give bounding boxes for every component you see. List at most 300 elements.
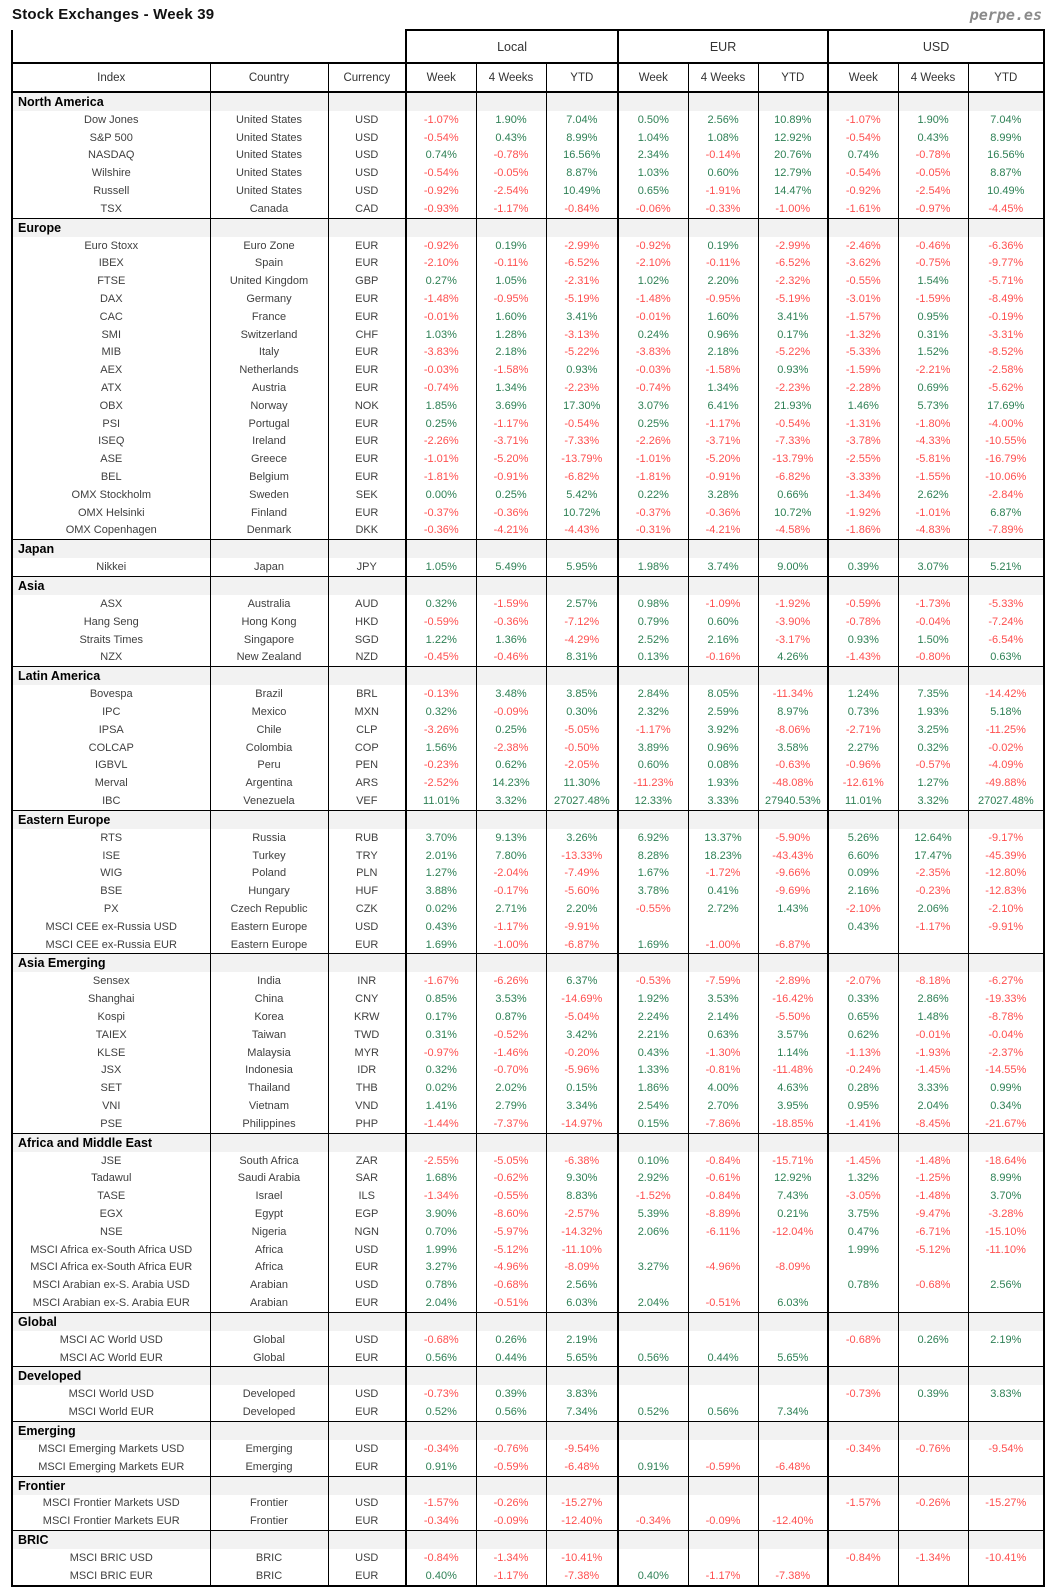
section-filler (758, 1531, 828, 1550)
cell-currency: USD (328, 129, 406, 147)
table-row (12, 1079, 1044, 1097)
cell-value: 2.19% (546, 1331, 618, 1349)
cell-value: -1.01% (618, 450, 688, 468)
cell-value (618, 1440, 688, 1458)
cell-index: IPC (12, 703, 210, 721)
cell-value: 0.43% (828, 918, 898, 936)
section-filler (210, 577, 328, 596)
cell-value: 1.85% (406, 397, 476, 415)
cell-value (968, 936, 1044, 954)
cell-value: -4.45% (968, 200, 1044, 218)
cell-value (758, 1276, 828, 1294)
section-row (12, 954, 1044, 973)
cell-index: OMX Copenhagen (12, 522, 210, 540)
section-filler (210, 1367, 328, 1386)
table-row (12, 326, 1044, 344)
cell-value: 10.89% (758, 111, 828, 129)
section-filler (898, 540, 968, 559)
table-row (12, 1026, 1044, 1044)
table-row (12, 1567, 1044, 1586)
cell-currency: NZD (328, 649, 406, 667)
cell-value: 1.93% (688, 774, 758, 792)
cell-value: 0.27% (406, 272, 476, 290)
cell-value: -5.97% (476, 1223, 546, 1241)
cell-value: 9.30% (546, 1169, 618, 1187)
section-filler (688, 1367, 758, 1386)
section-filler (210, 667, 328, 686)
cell-value: 3.53% (688, 990, 758, 1008)
cell-value: 4.63% (758, 1079, 828, 1097)
section-filler (406, 1476, 476, 1495)
cell-country: Peru (210, 757, 328, 775)
cell-value: -3.31% (968, 326, 1044, 344)
cell-value: -2.28% (828, 379, 898, 397)
cell-value: -6.36% (968, 237, 1044, 255)
cell-index: Tadawul (12, 1169, 210, 1187)
table-row (12, 1241, 1044, 1259)
cell-index: OBX (12, 397, 210, 415)
section-filler (688, 1476, 758, 1495)
cell-value: -1.57% (828, 1495, 898, 1513)
section-row (12, 577, 1044, 596)
cell-country: Emerging (210, 1440, 328, 1458)
cell-value: -1.86% (828, 522, 898, 540)
cell-value: -0.54% (758, 415, 828, 433)
cell-value: -2.04% (476, 864, 546, 882)
cell-value: 7.43% (758, 1187, 828, 1205)
header-spacer (12, 30, 406, 63)
cell-value: 7.34% (758, 1403, 828, 1421)
section-row (12, 1531, 1044, 1550)
cell-value: -2.10% (618, 255, 688, 273)
cell-value: 1.48% (898, 1008, 968, 1026)
cell-index: COLCAP (12, 739, 210, 757)
cell-value: -9.66% (758, 864, 828, 882)
section-filler (758, 954, 828, 973)
cell-country: United States (210, 182, 328, 200)
cell-value: -1.59% (476, 595, 546, 613)
cell-value: -11.48% (758, 1061, 828, 1079)
cell-value: -15.27% (968, 1495, 1044, 1513)
cell-currency: EUR (328, 504, 406, 522)
cell-value: 1.99% (406, 1241, 476, 1259)
cell-value: -0.26% (476, 1495, 546, 1513)
cell-currency: AUD (328, 595, 406, 613)
cell-value: -0.61% (688, 1169, 758, 1187)
cell-currency: EUR (328, 1567, 406, 1586)
section-filler (476, 1312, 546, 1331)
table-row (12, 1385, 1044, 1403)
cell-value: 1.99% (828, 1241, 898, 1259)
section-filler (328, 1531, 406, 1550)
cell-value (618, 1331, 688, 1349)
cell-country: Colombia (210, 739, 328, 757)
cell-currency: EUR (328, 1294, 406, 1312)
cell-value: 0.65% (828, 1008, 898, 1026)
cell-value (828, 1258, 898, 1276)
cell-value: -4.29% (546, 631, 618, 649)
cell-currency: EUR (328, 1258, 406, 1276)
cell-value: -11.34% (758, 685, 828, 703)
cell-value: -0.02% (968, 739, 1044, 757)
table-row (12, 255, 1044, 273)
table-row (12, 1061, 1044, 1079)
cell-value: 3.28% (688, 486, 758, 504)
cell-value: 2.24% (618, 1008, 688, 1026)
section-label: Asia Emerging (12, 954, 210, 973)
cell-value: -0.96% (828, 757, 898, 775)
cell-index: Dow Jones (12, 111, 210, 129)
cell-value: 0.60% (688, 164, 758, 182)
cell-currency: USD (328, 1331, 406, 1349)
cell-currency: EUR (328, 290, 406, 308)
cell-value (758, 1331, 828, 1349)
section-filler (898, 1312, 968, 1331)
section-filler (618, 667, 688, 686)
cell-value: 12.79% (758, 164, 828, 182)
cell-value: -9.47% (898, 1205, 968, 1223)
cell-value: 2.16% (688, 631, 758, 649)
cell-value: -9.91% (546, 918, 618, 936)
table-row (12, 397, 1044, 415)
section-filler (828, 810, 898, 829)
cell-value: -4.00% (968, 415, 1044, 433)
cell-value: -0.45% (406, 649, 476, 667)
table-row (12, 1331, 1044, 1349)
table-row (12, 1495, 1044, 1513)
cell-currency: PEN (328, 757, 406, 775)
cell-value: 0.62% (828, 1026, 898, 1044)
table-row (12, 721, 1044, 739)
cell-currency: EUR (328, 1403, 406, 1421)
cell-value: -10.06% (968, 468, 1044, 486)
cell-value: -12.40% (546, 1512, 618, 1530)
cell-country: Belgium (210, 468, 328, 486)
cell-index: MSCI Africa ex-South Africa USD (12, 1241, 210, 1259)
cell-value: -9.17% (968, 829, 1044, 847)
cell-country: Germany (210, 290, 328, 308)
section-filler (476, 810, 546, 829)
cell-value: 0.44% (476, 1349, 546, 1367)
cell-value: -1.17% (476, 1567, 546, 1586)
cell-value: 0.26% (476, 1331, 546, 1349)
cell-value: 1.67% (618, 864, 688, 882)
cell-value: -5.19% (546, 290, 618, 308)
section-filler (476, 218, 546, 237)
cell-country: Philippines (210, 1115, 328, 1133)
cell-value: 11.30% (546, 774, 618, 792)
cell-value: 3.26% (546, 829, 618, 847)
section-filler (758, 1312, 828, 1331)
cell-value (688, 1440, 758, 1458)
cell-index: ASE (12, 450, 210, 468)
cell-index: Shanghai (12, 990, 210, 1008)
cell-currency: INR (328, 972, 406, 990)
table-row (12, 361, 1044, 379)
cell-value: 2.56% (688, 111, 758, 129)
cell-value: -6.52% (546, 255, 618, 273)
section-filler (968, 1531, 1044, 1550)
cell-country: United States (210, 164, 328, 182)
section-filler (476, 1476, 546, 1495)
section-filler (328, 954, 406, 973)
cell-country: BRIC (210, 1567, 328, 1586)
section-filler (618, 1133, 688, 1152)
section-filler (898, 218, 968, 237)
column-header-row (12, 63, 1044, 92)
cell-value: -0.36% (688, 504, 758, 522)
cell-value: 8.99% (968, 1169, 1044, 1187)
cell-value: -1.93% (898, 1044, 968, 1062)
cell-value: -0.92% (618, 237, 688, 255)
section-row (12, 1133, 1044, 1152)
cell-value: 3.89% (618, 739, 688, 757)
cell-currency: GBP (328, 272, 406, 290)
cell-currency: MXN (328, 703, 406, 721)
cell-currency: EUR (328, 237, 406, 255)
section-filler (210, 810, 328, 829)
cell-value: -1.17% (476, 918, 546, 936)
cell-value: 2.02% (476, 1079, 546, 1097)
cell-currency: IDR (328, 1061, 406, 1079)
cell-value: 12.33% (618, 792, 688, 810)
table-row (12, 649, 1044, 667)
cell-value: 1.03% (406, 326, 476, 344)
cell-value (618, 1549, 688, 1567)
cell-value: -0.84% (688, 1152, 758, 1170)
cell-value: 27027.48% (546, 792, 618, 810)
cell-value: 0.62% (476, 757, 546, 775)
cell-value: 17.69% (968, 397, 1044, 415)
cell-value: -12.61% (828, 774, 898, 792)
section-filler (828, 218, 898, 237)
cell-value: 0.31% (898, 326, 968, 344)
section-filler (328, 810, 406, 829)
cell-value: -1.07% (406, 111, 476, 129)
cell-currency: SAR (328, 1169, 406, 1187)
cell-value (688, 1241, 758, 1259)
section-filler (968, 1312, 1044, 1331)
cell-value: 0.10% (618, 1152, 688, 1170)
cell-country: Singapore (210, 631, 328, 649)
cell-country: Malaysia (210, 1044, 328, 1062)
cell-value: 7.04% (546, 111, 618, 129)
cell-value: 0.96% (688, 739, 758, 757)
cell-value: -0.68% (828, 1331, 898, 1349)
cell-value: -1.92% (758, 595, 828, 613)
cell-value: -1.17% (688, 1567, 758, 1586)
cell-value: -7.86% (688, 1115, 758, 1133)
cell-value: 3.88% (406, 882, 476, 900)
table-row (12, 344, 1044, 362)
section-filler (546, 1133, 618, 1152)
cell-country: Global (210, 1331, 328, 1349)
cell-index: ASX (12, 595, 210, 613)
section-filler (898, 954, 968, 973)
table-row (12, 1008, 1044, 1026)
cell-currency: CNY (328, 990, 406, 1008)
cell-value: 0.02% (406, 900, 476, 918)
cell-value: 0.66% (758, 486, 828, 504)
cell-country: Portugal (210, 415, 328, 433)
cell-value: -3.83% (618, 344, 688, 362)
section-filler (828, 1422, 898, 1441)
table-row (12, 613, 1044, 631)
cell-value (898, 1294, 968, 1312)
section-filler (828, 577, 898, 596)
cell-index: MSCI Emerging Markets USD (12, 1440, 210, 1458)
cell-index: TASE (12, 1187, 210, 1205)
cell-value: 2.04% (618, 1294, 688, 1312)
cell-index: IBC (12, 792, 210, 810)
table-row (12, 900, 1044, 918)
section-filler (328, 667, 406, 686)
cell-currency: USD (328, 1241, 406, 1259)
cell-value: 5.18% (968, 703, 1044, 721)
table-row (12, 164, 1044, 182)
cell-value: 14.23% (476, 774, 546, 792)
cell-index: BSE (12, 882, 210, 900)
section-filler (758, 667, 828, 686)
cell-country: United States (210, 147, 328, 165)
cell-value: 3.83% (968, 1385, 1044, 1403)
cell-value: -0.09% (476, 1512, 546, 1530)
section-filler (328, 577, 406, 596)
cell-value: 0.32% (406, 595, 476, 613)
cell-value: 1.93% (898, 703, 968, 721)
cell-value: -6.11% (688, 1223, 758, 1241)
cell-value: 27027.48% (968, 792, 1044, 810)
table-row (12, 433, 1044, 451)
cell-value: 8.87% (968, 164, 1044, 182)
cell-currency: EGP (328, 1205, 406, 1223)
cell-value: -0.97% (406, 1044, 476, 1062)
cell-value: -0.74% (618, 379, 688, 397)
cell-value (758, 1385, 828, 1403)
cell-value: -10.41% (546, 1549, 618, 1567)
section-filler (406, 1531, 476, 1550)
cell-value: 0.93% (546, 361, 618, 379)
cell-country: Euro Zone (210, 237, 328, 255)
cell-value: -0.14% (688, 147, 758, 165)
cell-value: -3.13% (546, 326, 618, 344)
cell-value: -0.95% (476, 290, 546, 308)
column-header-country: Country (210, 63, 328, 92)
cell-value: 1.34% (688, 379, 758, 397)
cell-value: 0.47% (828, 1223, 898, 1241)
cell-value: 1.98% (618, 558, 688, 576)
cell-value: -0.91% (688, 468, 758, 486)
cell-value: -7.12% (546, 613, 618, 631)
cell-value: -5.12% (898, 1241, 968, 1259)
column-header-4-weeks: 4 Weeks (898, 63, 968, 92)
cell-value: 3.58% (758, 739, 828, 757)
cell-currency: EUR (328, 936, 406, 954)
cell-value: -1.81% (406, 468, 476, 486)
cell-value: -1.07% (828, 111, 898, 129)
cell-value: -2.89% (758, 972, 828, 990)
cell-value: 1.69% (406, 936, 476, 954)
cell-value: 1.60% (476, 308, 546, 326)
cell-value: -0.24% (828, 1061, 898, 1079)
section-filler (210, 1133, 328, 1152)
cell-value: -0.04% (898, 613, 968, 631)
cell-value: 12.64% (898, 829, 968, 847)
cell-value: -0.31% (618, 522, 688, 540)
cell-value: 3.85% (546, 685, 618, 703)
table-row (12, 1097, 1044, 1115)
cell-value: -5.19% (758, 290, 828, 308)
cell-value: -0.37% (618, 504, 688, 522)
cell-value: 2.01% (406, 847, 476, 865)
table-row (12, 1115, 1044, 1133)
cell-value: -1.32% (828, 326, 898, 344)
section-filler (618, 540, 688, 559)
cell-country: Thailand (210, 1079, 328, 1097)
table-row (12, 558, 1044, 576)
cell-value: -4.58% (758, 522, 828, 540)
cell-value: 3.32% (898, 792, 968, 810)
cell-currency: ZAR (328, 1152, 406, 1170)
table-row (12, 1349, 1044, 1367)
cell-value: -0.68% (898, 1276, 968, 1294)
cell-value: 5.49% (476, 558, 546, 576)
cell-value: 0.43% (618, 1044, 688, 1062)
cell-value: 1.34% (476, 379, 546, 397)
section-label: BRIC (12, 1531, 210, 1550)
cell-index: IGBVL (12, 757, 210, 775)
cell-value: 0.99% (968, 1079, 1044, 1097)
cell-index: ISEQ (12, 433, 210, 451)
cell-value: -3.90% (758, 613, 828, 631)
section-filler (758, 92, 828, 111)
section-filler (968, 954, 1044, 973)
cell-currency: MYR (328, 1044, 406, 1062)
cell-value: 0.08% (688, 757, 758, 775)
cell-value: 0.34% (968, 1097, 1044, 1115)
cell-value: 2.59% (688, 703, 758, 721)
cell-value (688, 1331, 758, 1349)
table-row (12, 847, 1044, 865)
column-header-ytd: YTD (968, 63, 1044, 92)
section-filler (898, 1531, 968, 1550)
cell-value: -1.48% (618, 290, 688, 308)
cell-value: 0.32% (406, 703, 476, 721)
cell-country: Ireland (210, 433, 328, 451)
cell-country: Korea (210, 1008, 328, 1026)
section-filler (476, 577, 546, 596)
cell-value: -3.62% (828, 255, 898, 273)
section-filler (758, 577, 828, 596)
cell-value: -0.81% (688, 1061, 758, 1079)
cell-value (968, 1294, 1044, 1312)
cell-currency: EUR (328, 361, 406, 379)
cell-currency: USD (328, 1495, 406, 1513)
cell-value: 3.48% (476, 685, 546, 703)
cell-currency: EUR (328, 415, 406, 433)
cell-value: 5.26% (828, 829, 898, 847)
section-filler (328, 540, 406, 559)
cell-currency: TRY (328, 847, 406, 865)
cell-value: -8.89% (688, 1205, 758, 1223)
cell-value: 0.63% (968, 649, 1044, 667)
cell-value: -1.72% (688, 864, 758, 882)
cell-value (898, 1258, 968, 1276)
cell-value: -2.46% (828, 237, 898, 255)
cell-value: -0.04% (968, 1026, 1044, 1044)
cell-currency: BRL (328, 685, 406, 703)
section-filler (406, 810, 476, 829)
